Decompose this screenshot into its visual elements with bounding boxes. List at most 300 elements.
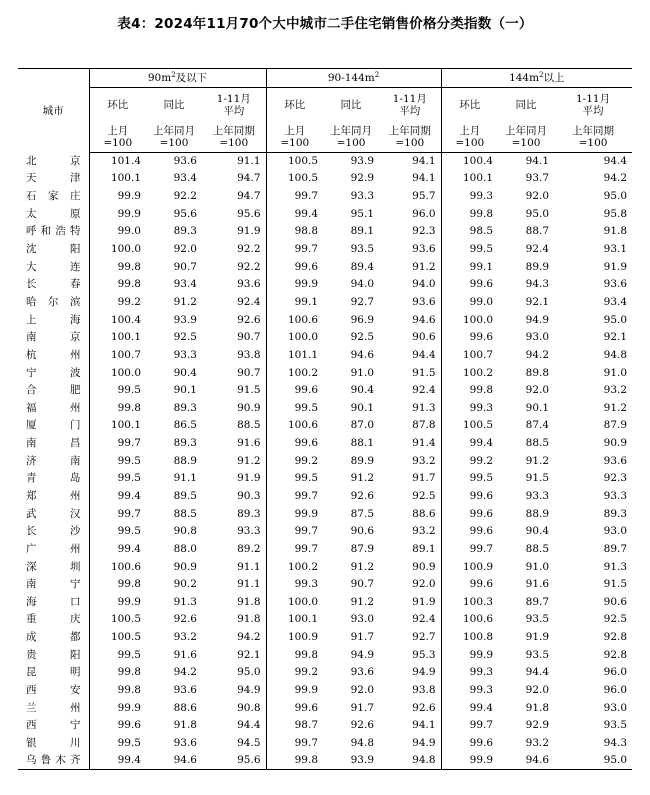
value-cell: 89.5: [173, 489, 197, 502]
base-header-cell: 上年同月 =100: [498, 122, 554, 153]
table-title: 表4：2024年11月70个大中城市二手住宅销售价格分类指数（一）: [117, 16, 533, 32]
value-cell: 91.2: [379, 258, 441, 276]
value-cell: 99.1: [294, 295, 319, 308]
value-cell: 92.1: [525, 295, 550, 308]
value-cell: 99.6: [469, 525, 494, 538]
value-cell: 92.3: [379, 223, 441, 241]
value-cell: 99.4: [294, 207, 319, 220]
value-cell: 91.9: [202, 470, 266, 488]
sub-header-cell: 环比: [107, 99, 129, 111]
value-cell: 98.8: [294, 225, 319, 238]
value-cell: 93.2: [379, 523, 441, 541]
value-cell: 99.6: [469, 736, 494, 749]
value-cell: 90.6: [379, 329, 441, 347]
value-cell: 94.0: [350, 278, 375, 291]
value-cell: 99.9: [117, 207, 141, 220]
value-cell: 99.8: [294, 648, 319, 661]
value-cell: 88.6: [173, 701, 197, 714]
value-cell: 94.2: [173, 666, 197, 679]
value-cell: 96.0: [603, 684, 628, 697]
value-cell: 87.0: [350, 419, 375, 432]
value-cell: 90.1: [525, 401, 550, 414]
value-cell: 94.4: [525, 666, 550, 679]
value-cell: 99.3: [469, 666, 494, 679]
table-row: [18, 452, 632, 470]
value-cell: 89.9: [525, 260, 550, 273]
table-row: [18, 241, 632, 259]
value-cell: 95.0: [603, 190, 628, 203]
value-cell: 92.2: [202, 258, 266, 276]
value-cell: 100.0: [110, 243, 141, 256]
value-cell: 100.3: [462, 595, 494, 608]
city-cell: 广州: [18, 541, 89, 559]
city-cell: 呼和浩特: [18, 223, 89, 241]
value-cell: 92.5: [350, 331, 375, 344]
city-cell: 昆明: [18, 664, 89, 682]
value-cell: 99.5: [469, 472, 494, 485]
value-cell: 99.2: [294, 666, 319, 679]
value-cell: 88.5: [525, 437, 550, 450]
value-cell: 99.4: [117, 489, 141, 502]
value-cell: 94.8: [350, 736, 375, 749]
value-cell: 91.0: [350, 366, 375, 379]
table-row: [18, 399, 632, 417]
value-cell: 90.8: [173, 525, 197, 538]
value-cell: 96.0: [603, 666, 628, 679]
value-cell: 101.1: [287, 348, 319, 361]
value-cell: 92.0: [525, 684, 550, 697]
city-cell: 成都: [18, 629, 89, 647]
value-cell: 94.3: [525, 278, 550, 291]
value-cell: 90.2: [173, 578, 197, 591]
value-cell: 91.8: [202, 594, 266, 612]
value-cell: 98.5: [469, 225, 494, 238]
value-cell: 94.2: [525, 348, 550, 361]
value-cell: 99.5: [117, 384, 141, 397]
value-cell: 93.7: [525, 172, 550, 185]
value-cell: 99.9: [117, 701, 141, 714]
value-cell: 92.6: [202, 311, 266, 329]
value-cell: 93.2: [525, 736, 550, 749]
value-cell: 98.7: [294, 719, 319, 732]
value-cell: 95.7: [379, 188, 441, 206]
value-cell: 93.0: [525, 331, 550, 344]
value-cell: 99.6: [469, 489, 494, 502]
value-cell: 99.6: [469, 331, 494, 344]
value-cell: 89.7: [603, 542, 628, 555]
city-cell: 石家庄: [18, 188, 89, 206]
value-cell: 94.2: [603, 172, 628, 185]
value-cell: 90.4: [525, 525, 550, 538]
value-cell: 99.8: [117, 578, 141, 591]
value-cell: 99.2: [294, 454, 319, 467]
sub-header-cell: 同比: [163, 99, 185, 111]
table-row: [18, 347, 632, 365]
value-cell: 93.6: [379, 294, 441, 312]
city-cell: 福州: [18, 399, 89, 417]
value-cell: 99.9: [117, 190, 141, 203]
table-row: [18, 223, 632, 241]
value-cell: 90.1: [350, 401, 375, 414]
value-cell: 99.7: [469, 542, 494, 555]
value-cell: 92.9: [350, 172, 375, 185]
value-cell: 93.5: [350, 243, 375, 256]
city-cell: 合肥: [18, 382, 89, 400]
value-cell: 93.1: [603, 243, 628, 256]
value-cell: 93.4: [603, 295, 628, 308]
value-cell: 91.2: [350, 472, 375, 485]
value-cell: 99.4: [469, 437, 494, 450]
value-cell: 91.3: [603, 560, 628, 573]
value-cell: 90.8: [202, 699, 266, 717]
value-cell: 91.2: [173, 295, 197, 308]
value-cell: 88.1: [350, 437, 375, 450]
value-cell: 99.8: [266, 752, 323, 770]
value-cell: 93.4: [173, 278, 197, 291]
table-row: [18, 170, 632, 188]
table-row: [18, 576, 632, 594]
group-header-small: $90m^2$及以下: [89, 69, 266, 88]
value-cell: 94.8: [379, 752, 441, 770]
value-cell: 99.8: [469, 207, 494, 220]
value-cell: 100.0: [287, 331, 319, 344]
value-cell: 99.7: [294, 190, 319, 203]
value-cell: 99.5: [117, 525, 141, 538]
value-cell: 99.6: [469, 507, 494, 520]
value-cell: 91.2: [350, 595, 375, 608]
value-cell: 99.5: [117, 472, 141, 485]
value-cell: 99.9: [117, 595, 141, 608]
value-cell: 100.2: [287, 560, 319, 573]
value-cell: 89.3: [173, 225, 197, 238]
value-cell: 92.5: [379, 488, 441, 506]
value-cell: 91.1: [202, 558, 266, 576]
value-cell: 89.3: [173, 437, 197, 450]
table-row: [18, 311, 632, 329]
table-row: [18, 329, 632, 347]
value-cell: 92.6: [173, 613, 197, 626]
value-cell: 92.6: [379, 699, 441, 717]
sub-header-cell: 环比: [284, 99, 306, 111]
value-cell: 94.8: [603, 348, 628, 361]
value-cell: 94.9: [350, 648, 375, 661]
value-cell: 88.9: [173, 454, 197, 467]
value-cell: 99.9: [469, 648, 494, 661]
city-cell: 宁波: [18, 364, 89, 382]
value-cell: 95.3: [379, 646, 441, 664]
value-cell: 93.3: [603, 489, 628, 502]
city-cell: 西宁: [18, 717, 89, 735]
value-cell: 94.7: [202, 170, 266, 188]
value-cell: 99.6: [469, 578, 494, 591]
value-cell: 89.3: [173, 401, 197, 414]
value-cell: 100.0: [287, 595, 319, 608]
base-header-cell: 上年同期 =100: [379, 122, 441, 153]
value-cell: 99.5: [117, 454, 141, 467]
value-cell: 100.5: [287, 155, 319, 168]
value-cell: 99.9: [294, 278, 319, 291]
value-cell: 90.9: [202, 399, 266, 417]
value-cell: 91.2: [350, 560, 375, 573]
value-cell: 89.1: [379, 541, 441, 559]
value-cell: 94.3: [603, 736, 628, 749]
value-cell: 91.7: [379, 470, 441, 488]
value-cell: 100.9: [287, 631, 319, 644]
value-cell: 91.4: [379, 435, 441, 453]
value-cell: 91.9: [202, 223, 266, 241]
value-cell: 100.1: [110, 172, 141, 185]
value-cell: 99.7: [469, 719, 494, 732]
value-cell: 91.8: [202, 611, 266, 629]
value-cell: 99.9: [294, 684, 319, 697]
value-cell: 86.5: [173, 419, 197, 432]
table-body: [18, 153, 632, 770]
value-cell: 94.6: [350, 348, 375, 361]
value-cell: 94.9: [379, 664, 441, 682]
value-cell: 93.6: [173, 684, 197, 697]
sub-header-cell: 环比: [459, 99, 481, 111]
value-cell: 92.4: [202, 294, 266, 312]
value-cell: 94.4: [202, 717, 266, 735]
value-cell: 99.4: [89, 752, 146, 770]
value-cell: 95.1: [350, 207, 375, 220]
value-cell: 95.8: [603, 207, 628, 220]
value-cell: 93.3: [350, 190, 375, 203]
value-cell: 93.5: [525, 613, 550, 626]
sub-header-cell: 1-11月 平均: [379, 88, 441, 123]
value-cell: 95.0: [603, 313, 628, 326]
value-cell: 93.6: [173, 736, 197, 749]
table-row: [18, 276, 632, 294]
value-cell: 100.1: [287, 613, 319, 626]
value-cell: 91.7: [350, 701, 375, 714]
city-cell: 北京: [18, 153, 89, 171]
value-cell: 93.9: [350, 155, 375, 168]
value-cell: 92.5: [603, 613, 628, 626]
table-row: [18, 435, 632, 453]
city-cell: 上海: [18, 311, 89, 329]
value-cell: 89.4: [350, 260, 375, 273]
value-cell: 100.4: [462, 155, 494, 168]
value-cell: 96.9: [350, 313, 375, 326]
value-cell: 93.4: [173, 172, 197, 185]
value-cell: 99.4: [469, 701, 494, 714]
value-cell: 90.7: [202, 329, 266, 347]
value-cell: 91.8: [525, 701, 550, 714]
value-cell: 100.6: [287, 419, 319, 432]
value-cell: 92.6: [350, 489, 375, 502]
table-row: [18, 611, 632, 629]
value-cell: 91.1: [202, 153, 266, 171]
value-cell: 94.6: [498, 752, 554, 770]
value-cell: 99.7: [294, 736, 319, 749]
value-cell: 90.4: [350, 384, 375, 397]
value-cell: 93.5: [603, 719, 628, 732]
value-cell: 99.8: [117, 666, 141, 679]
value-cell: 88.0: [173, 542, 197, 555]
table-row: [18, 294, 632, 312]
value-cell: 95.0: [525, 207, 550, 220]
city-cell: 西安: [18, 682, 89, 700]
value-cell: 93.5: [525, 648, 550, 661]
city-column-header: 城市: [18, 69, 89, 153]
value-cell: 91.6: [202, 435, 266, 453]
value-cell: 99.8: [117, 401, 141, 414]
value-cell: 100.5: [287, 172, 319, 185]
value-cell: 90.9: [379, 558, 441, 576]
table-row: [18, 735, 632, 753]
city-cell: 南宁: [18, 576, 89, 594]
value-cell: 94.9: [525, 313, 550, 326]
value-cell: 91.9: [379, 594, 441, 612]
value-cell: 99.3: [469, 684, 494, 697]
value-cell: 91.2: [202, 452, 266, 470]
value-cell: 93.9: [173, 313, 197, 326]
value-cell: 93.2: [603, 384, 628, 397]
value-cell: 92.4: [525, 243, 550, 256]
value-cell: 91.9: [603, 260, 628, 273]
value-cell: 100.7: [110, 348, 141, 361]
sub-header-cell: 同比: [515, 99, 537, 111]
value-cell: 91.0: [603, 366, 628, 379]
value-cell: 90.9: [603, 437, 628, 450]
value-cell: 88.5: [173, 507, 197, 520]
table-row: [18, 205, 632, 223]
value-cell: 100.5: [462, 419, 494, 432]
value-cell: 99.5: [469, 243, 494, 256]
value-cell: 90.4: [173, 366, 197, 379]
base-header-cell: 上年同月 =100: [323, 122, 379, 153]
city-cell: 太原: [18, 205, 89, 223]
value-cell: 93.6: [603, 454, 628, 467]
value-cell: 91.5: [525, 472, 550, 485]
base-header-cell: 上月 =100: [441, 122, 498, 153]
value-cell: 91.6: [525, 578, 550, 591]
value-cell: 87.9: [603, 419, 628, 432]
value-cell: 99.7: [117, 507, 141, 520]
base-header-row: [18, 122, 632, 153]
value-cell: 100.5: [110, 631, 141, 644]
value-cell: 99.6: [294, 701, 319, 714]
value-cell: 91.2: [603, 401, 628, 414]
value-cell: 92.3: [603, 472, 628, 485]
value-cell: 89.1: [350, 225, 375, 238]
value-cell: 91.3: [379, 399, 441, 417]
value-cell: 92.2: [173, 190, 197, 203]
base-header-cell: 上年同期 =100: [554, 122, 632, 153]
price-index-table: [18, 68, 632, 770]
value-cell: 99.7: [294, 525, 319, 538]
value-cell: 99.5: [117, 736, 141, 749]
value-cell: 100.4: [110, 313, 141, 326]
city-cell: 长春: [18, 276, 89, 294]
city-cell: 乌鲁木齐: [18, 752, 89, 770]
value-cell: 94.9: [379, 735, 441, 753]
table-row: [18, 258, 632, 276]
value-cell: 91.7: [350, 631, 375, 644]
city-cell: 南京: [18, 329, 89, 347]
value-cell: 93.6: [350, 666, 375, 679]
value-cell: 94.1: [525, 155, 550, 168]
value-cell: 90.7: [173, 260, 197, 273]
city-cell: 哈尔滨: [18, 294, 89, 312]
value-cell: 99.1: [469, 260, 494, 273]
value-cell: 99.0: [469, 295, 494, 308]
city-cell: 深圳: [18, 558, 89, 576]
value-cell: 93.0: [603, 525, 628, 538]
value-cell: 100.0: [110, 366, 141, 379]
value-cell: 91.3: [173, 595, 197, 608]
table-row: [18, 541, 632, 559]
value-cell: 99.8: [117, 260, 141, 273]
value-cell: 93.3: [173, 348, 197, 361]
value-cell: 91.0: [525, 560, 550, 573]
table-row: [18, 558, 632, 576]
value-cell: 99.6: [294, 437, 319, 450]
value-cell: 100.5: [110, 613, 141, 626]
value-cell: 99.5: [294, 472, 319, 485]
value-cell: 92.7: [350, 295, 375, 308]
city-cell: 厦门: [18, 417, 89, 435]
table-row: [18, 664, 632, 682]
table-row: [18, 594, 632, 612]
table-row: [18, 752, 632, 770]
value-cell: 92.6: [350, 719, 375, 732]
value-cell: 92.0: [173, 243, 197, 256]
value-cell: 92.1: [202, 646, 266, 664]
value-cell: 99.8: [117, 278, 141, 291]
value-cell: 95.6: [202, 205, 266, 223]
value-cell: 100.9: [462, 560, 494, 573]
value-cell: 92.0: [350, 684, 375, 697]
value-cell: 88.7: [525, 225, 550, 238]
value-cell: 99.9: [441, 752, 498, 770]
value-cell: 95.0: [554, 752, 632, 770]
value-cell: 99.7: [294, 243, 319, 256]
city-cell: 重庆: [18, 611, 89, 629]
table-row: [18, 646, 632, 664]
city-cell: 海口: [18, 594, 89, 612]
sub-header-cell: 1-11月 平均: [202, 88, 266, 123]
value-cell: 91.5: [202, 382, 266, 400]
sub-header-cell: 同比: [340, 99, 362, 111]
value-cell: 94.9: [202, 682, 266, 700]
value-cell: 100.6: [287, 313, 319, 326]
value-cell: 100.8: [462, 631, 494, 644]
value-cell: 95.0: [202, 664, 266, 682]
value-cell: 94.1: [379, 717, 441, 735]
value-cell: 92.0: [379, 576, 441, 594]
value-cell: 100.6: [110, 560, 141, 573]
value-cell: 92.8: [603, 648, 628, 661]
value-cell: 93.0: [350, 613, 375, 626]
table-row: [18, 488, 632, 506]
value-cell: 100.7: [462, 348, 494, 361]
city-cell: 青岛: [18, 470, 89, 488]
table-row: [18, 153, 632, 171]
value-cell: 94.2: [202, 629, 266, 647]
value-cell: 91.1: [173, 472, 197, 485]
value-cell: 91.1: [202, 576, 266, 594]
value-cell: 88.5: [525, 542, 550, 555]
value-cell: 94.1: [379, 153, 441, 171]
table-row: [18, 470, 632, 488]
value-cell: 91.8: [603, 225, 628, 238]
table-row: [18, 417, 632, 435]
value-cell: 89.8: [525, 366, 550, 379]
sub-header-row: [18, 88, 632, 123]
value-cell: 99.6: [294, 260, 319, 273]
